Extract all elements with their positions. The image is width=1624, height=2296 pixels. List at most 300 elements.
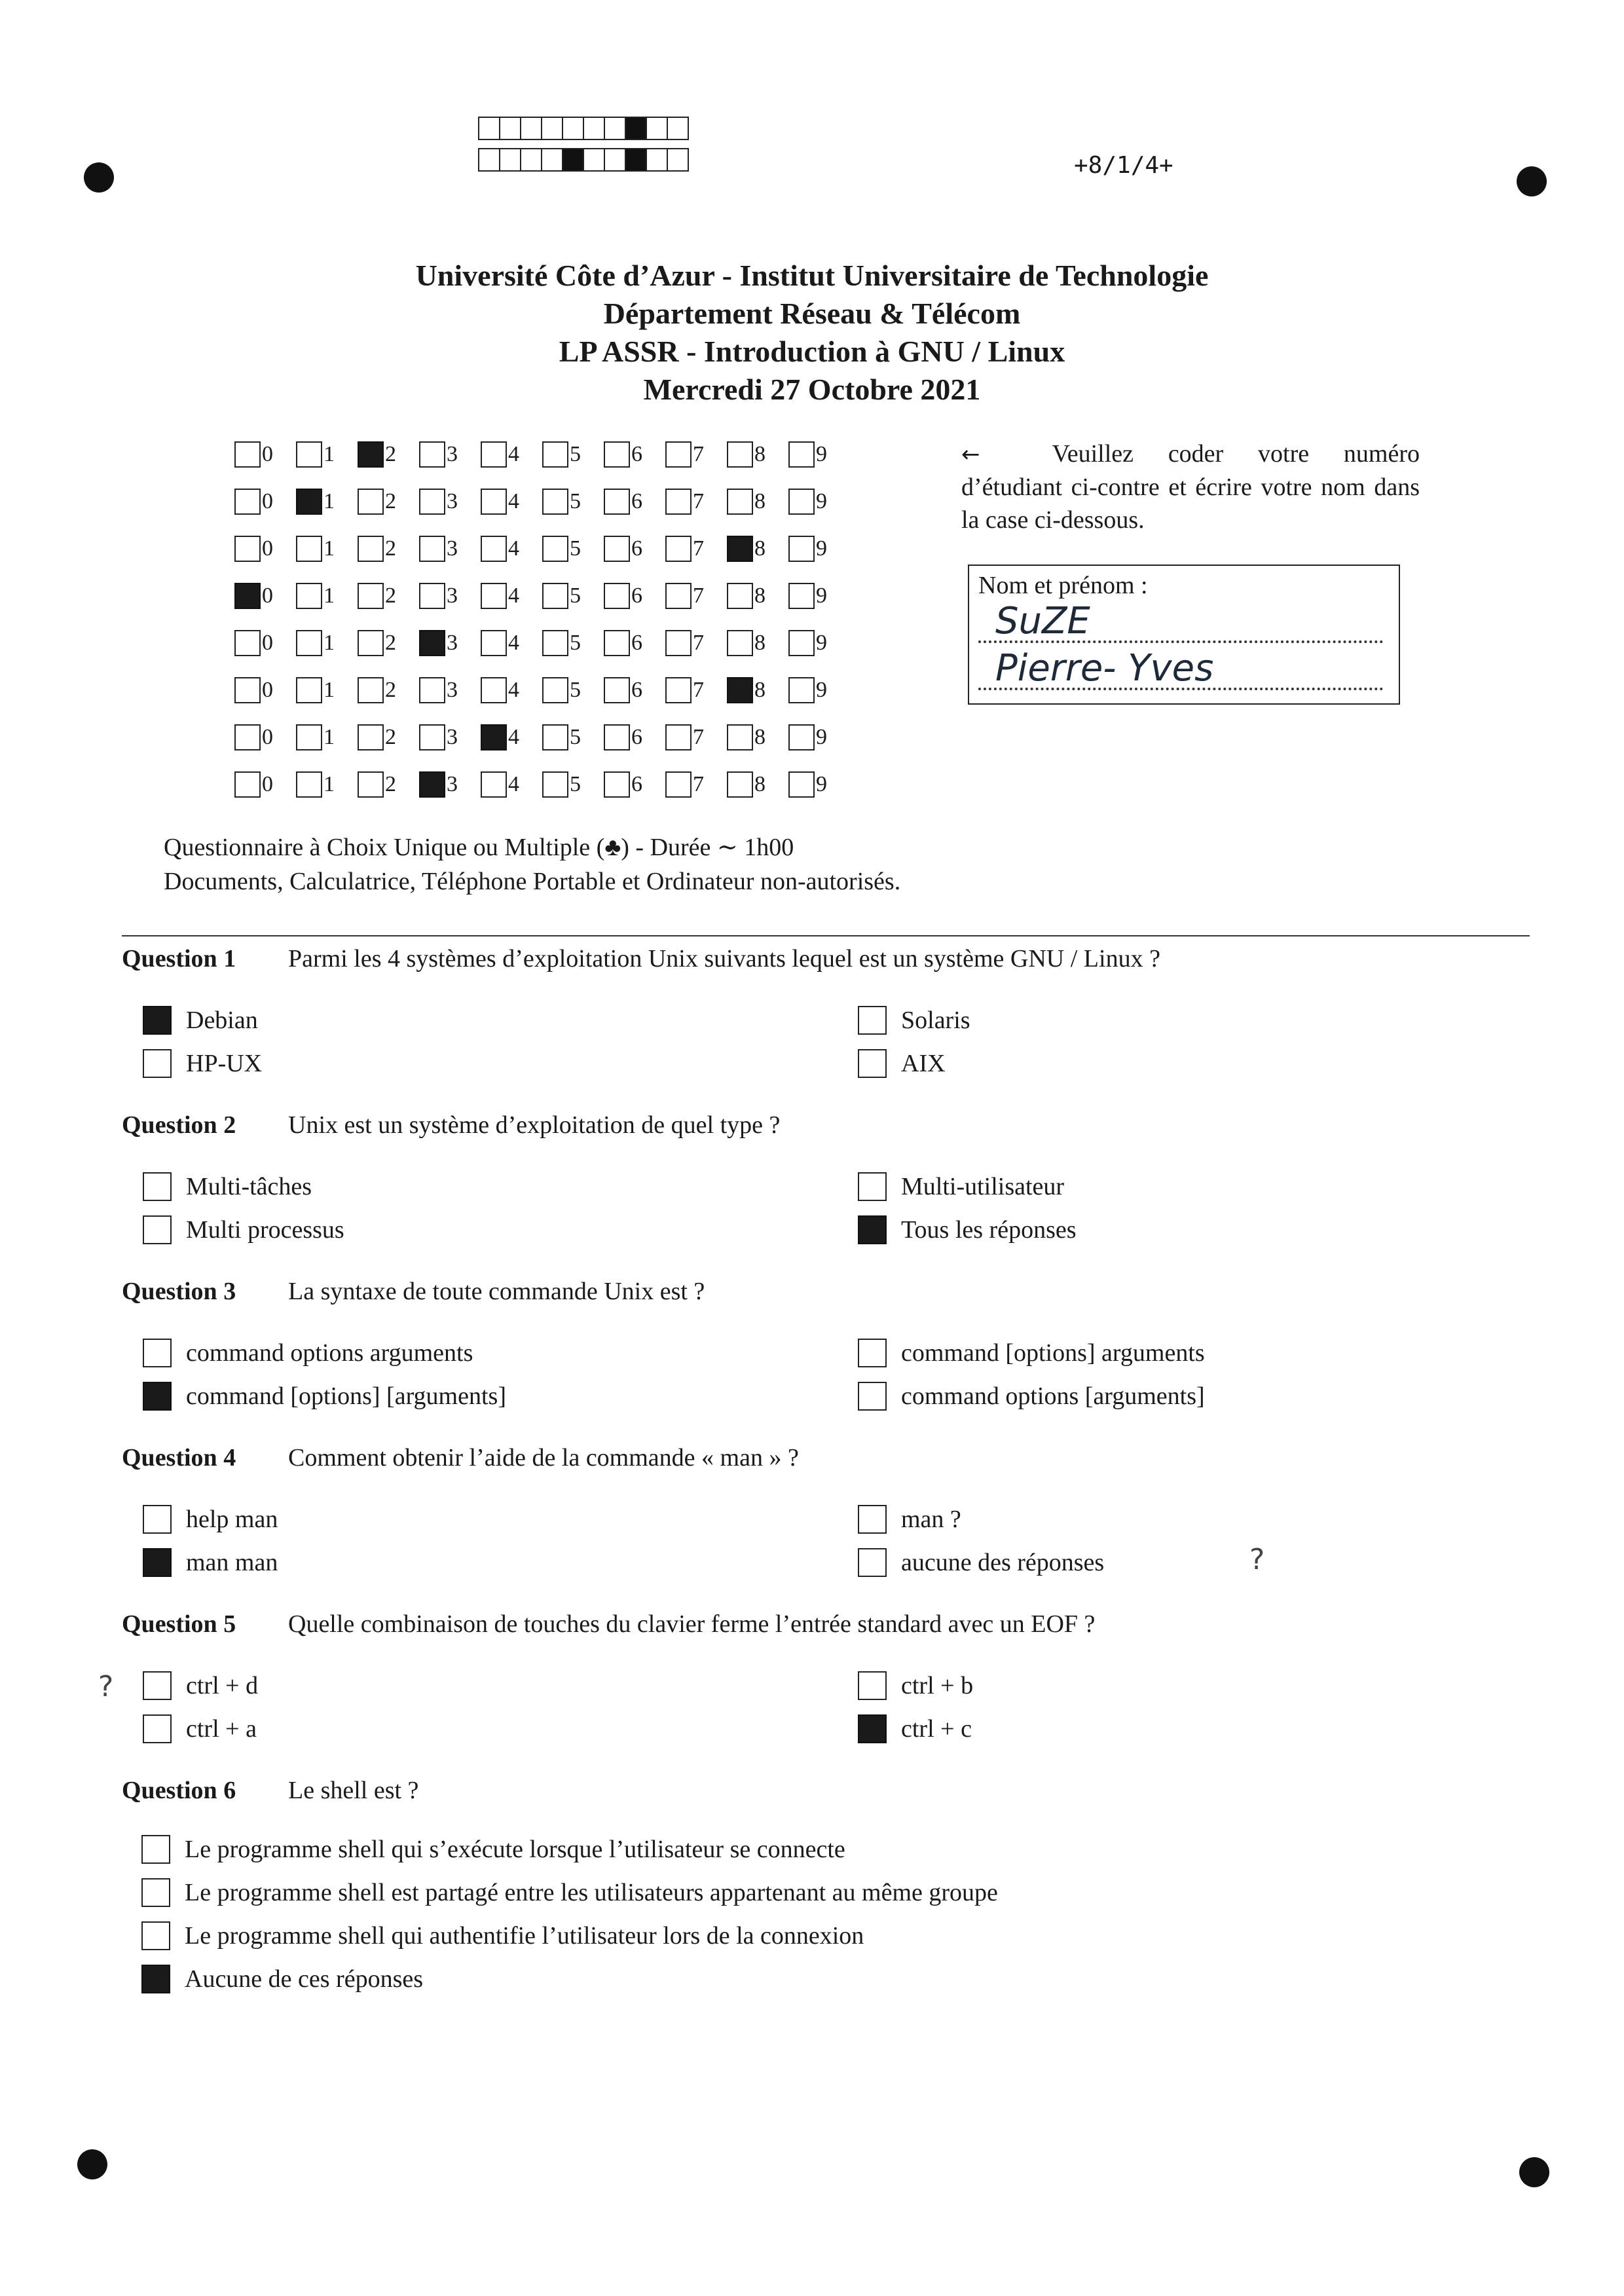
question-text: Unix est un système d’exploitation de quel type ?	[288, 1111, 781, 1139]
digit-checkbox[interactable]	[419, 536, 445, 562]
digit-checkbox[interactable]	[727, 536, 753, 562]
student-id-cell	[542, 536, 604, 562]
answer-checkbox[interactable]	[143, 1049, 172, 1078]
answer-checkbox[interactable]	[858, 1172, 887, 1201]
barcode-top-row	[478, 117, 688, 141]
answer-checkbox[interactable]	[858, 1714, 887, 1743]
digit-label: 8	[754, 678, 766, 702]
title-course: LP ASSR - Introduction à GNU / Linux	[559, 335, 1065, 368]
answer-option[interactable]	[141, 1835, 845, 1864]
digit-label: 2	[385, 631, 396, 655]
digit-label: 0	[262, 772, 273, 796]
answer-option[interactable]	[143, 1006, 258, 1035]
digit-label: 8	[754, 772, 766, 796]
digit-checkbox[interactable]	[234, 583, 261, 609]
question-heading	[122, 944, 1160, 973]
digit-label: 8	[754, 536, 766, 561]
digit-checkbox[interactable]	[542, 536, 568, 562]
student-id-row	[234, 431, 850, 478]
answer-checkbox[interactable]	[143, 1006, 172, 1035]
digit-checkbox[interactable]	[358, 441, 384, 468]
student-id-cell	[788, 771, 850, 798]
digit-label: 7	[693, 536, 704, 561]
student-id-cell	[665, 583, 727, 609]
answer-text: man man	[186, 1549, 278, 1576]
digit-checkbox[interactable]	[481, 771, 507, 798]
pencil-question-mark-q5: ?	[98, 1670, 114, 1703]
student-id-cell	[358, 724, 419, 750]
answer-text: command options arguments	[186, 1339, 473, 1367]
digit-checkbox[interactable]	[358, 677, 384, 703]
instructions-line-1: Questionnaire à Choix Unique ou Multiple (♣) - Durée ∼ 1h00	[164, 834, 794, 861]
student-id-grid	[234, 431, 850, 808]
student-id-cell	[234, 536, 296, 562]
digit-checkbox[interactable]	[604, 677, 630, 703]
answer-option[interactable]	[143, 1505, 278, 1534]
digit-checkbox[interactable]	[542, 583, 568, 609]
student-id-cell	[296, 489, 358, 515]
digit-label: 4	[508, 725, 519, 749]
digit-checkbox[interactable]	[542, 677, 568, 703]
title-department: Département Réseau & Télécom	[603, 297, 1021, 330]
answer-checkbox[interactable]	[143, 1714, 172, 1743]
student-id-cell	[419, 583, 481, 609]
answer-option[interactable]	[858, 1671, 973, 1700]
digit-checkbox[interactable]	[788, 583, 815, 609]
student-id-note: Veuillez coder votre numéro d’étudiant ci-contre et écrire votre nom dans la case ci-dessous.	[961, 440, 1420, 534]
name-box[interactable]	[968, 565, 1400, 705]
digit-label: 3	[447, 725, 458, 749]
digit-checkbox[interactable]	[604, 771, 630, 798]
digit-label: 6	[631, 678, 642, 702]
student-id-cell	[481, 724, 542, 750]
student-id-cell	[604, 677, 665, 703]
digit-label: 0	[262, 725, 273, 749]
digit-label: 6	[631, 772, 642, 796]
student-id-cell	[481, 677, 542, 703]
digit-checkbox[interactable]	[542, 441, 568, 468]
barcode-cell	[541, 148, 563, 172]
student-id-cell	[419, 677, 481, 703]
answer-checkbox[interactable]	[858, 1215, 887, 1244]
digit-label: 0	[262, 442, 273, 466]
digit-checkbox[interactable]	[481, 441, 507, 468]
instructions-line-2: Documents, Calculatrice, Téléphone Portable et Ordinateur non-autorisés.	[164, 868, 901, 895]
digit-checkbox[interactable]	[296, 724, 322, 750]
name-label: Nom et prénom :	[978, 572, 1148, 599]
digit-label: 3	[447, 442, 458, 466]
digit-label: 5	[570, 678, 581, 702]
digit-checkbox[interactable]	[481, 677, 507, 703]
answer-option[interactable]	[143, 1049, 262, 1078]
digit-label: 0	[262, 489, 273, 513]
answer-option[interactable]	[858, 1382, 1205, 1411]
digit-checkbox[interactable]	[234, 677, 261, 703]
digit-label: 1	[323, 772, 335, 796]
digit-label: 7	[693, 583, 704, 608]
student-id-cell	[665, 536, 727, 562]
digit-label: 7	[693, 489, 704, 513]
answer-checkbox[interactable]	[143, 1215, 172, 1244]
student-id-cell	[604, 489, 665, 515]
digit-checkbox[interactable]	[419, 441, 445, 468]
registration-mark-bottom-left	[77, 2149, 107, 2179]
answer-text: Solaris	[901, 1007, 970, 1034]
left-arrow-icon: ←	[961, 441, 980, 468]
digit-label: 3	[447, 631, 458, 655]
student-id-cell	[296, 724, 358, 750]
digit-checkbox[interactable]	[296, 441, 322, 468]
digit-label: 7	[693, 442, 704, 466]
digit-checkbox[interactable]	[788, 489, 815, 515]
answer-text: command [options] arguments	[901, 1339, 1205, 1367]
digit-checkbox[interactable]	[419, 724, 445, 750]
student-id-cell	[727, 583, 788, 609]
digit-label: 2	[385, 536, 396, 561]
digit-label: 9	[816, 772, 827, 796]
digit-label: 2	[385, 442, 396, 466]
digit-label: 1	[323, 489, 335, 513]
digit-checkbox[interactable]	[604, 489, 630, 515]
answer-text: command options [arguments]	[901, 1382, 1205, 1410]
student-id-row	[234, 620, 850, 667]
digit-checkbox[interactable]	[358, 489, 384, 515]
answer-option[interactable]	[858, 1215, 1077, 1244]
digit-label: 4	[508, 631, 519, 655]
answer-text: AIX	[901, 1050, 946, 1077]
digit-label: 1	[323, 442, 335, 466]
digit-checkbox[interactable]	[727, 583, 753, 609]
barcode-cell	[562, 148, 584, 172]
digit-checkbox[interactable]	[665, 536, 692, 562]
digit-checkbox[interactable]	[296, 630, 322, 656]
registration-mark-top-right	[1517, 166, 1547, 196]
student-id-cell	[358, 630, 419, 656]
answer-checkbox[interactable]	[143, 1339, 172, 1367]
digit-label: 5	[570, 631, 581, 655]
barcode-cell	[604, 148, 626, 172]
student-id-cell	[665, 677, 727, 703]
digit-checkbox[interactable]	[234, 630, 261, 656]
digit-checkbox[interactable]	[604, 630, 630, 656]
digit-label: 2	[385, 583, 396, 608]
student-id-cell	[727, 677, 788, 703]
digit-checkbox[interactable]	[727, 489, 753, 515]
digit-checkbox[interactable]	[358, 724, 384, 750]
digit-label: 4	[508, 489, 519, 513]
answer-checkbox[interactable]	[858, 1382, 887, 1411]
digit-label: 7	[693, 631, 704, 655]
digit-checkbox[interactable]	[665, 441, 692, 468]
student-id-cell	[358, 489, 419, 515]
question-label: Question 1	[122, 945, 236, 972]
student-id-cell	[296, 441, 358, 468]
answer-checkbox[interactable]	[858, 1049, 887, 1078]
digit-checkbox[interactable]	[727, 724, 753, 750]
digit-label: 2	[385, 678, 396, 702]
answer-checkbox[interactable]	[141, 1921, 170, 1950]
barcode-cell	[520, 148, 542, 172]
digit-checkbox[interactable]	[419, 583, 445, 609]
digit-checkbox[interactable]	[604, 536, 630, 562]
digit-label: 6	[631, 631, 642, 655]
question-heading	[122, 1776, 418, 1805]
barcode-cell	[478, 117, 500, 140]
digit-checkbox[interactable]	[604, 583, 630, 609]
digit-checkbox[interactable]	[788, 677, 815, 703]
student-id-cell	[665, 489, 727, 515]
digit-checkbox[interactable]	[665, 630, 692, 656]
answer-option[interactable]	[858, 1049, 946, 1078]
digit-label: 3	[447, 678, 458, 702]
student-id-cell	[788, 630, 850, 656]
digit-label: 7	[693, 772, 704, 796]
digit-checkbox[interactable]	[727, 441, 753, 468]
title-university: Université Côte d’Azur - Institut Universitaire de Technologie	[415, 259, 1209, 292]
answer-option[interactable]	[858, 1339, 1205, 1367]
digit-label: 0	[262, 631, 273, 655]
question-label: Question 2	[122, 1111, 236, 1139]
answer-option[interactable]	[141, 1965, 423, 1993]
barcode-cell	[583, 148, 605, 172]
digit-label: 8	[754, 631, 766, 655]
answer-option[interactable]	[858, 1548, 1104, 1577]
digit-checkbox[interactable]	[542, 771, 568, 798]
barcode-cell	[499, 117, 521, 140]
digit-checkbox[interactable]	[788, 771, 815, 798]
answer-checkbox[interactable]	[858, 1505, 887, 1534]
answer-checkbox[interactable]	[143, 1671, 172, 1700]
digit-checkbox[interactable]	[358, 630, 384, 656]
question-text: Comment obtenir l’aide de la commande « man » ?	[288, 1444, 799, 1472]
digit-label: 1	[323, 583, 335, 608]
question-heading	[122, 1111, 780, 1139]
barcode-cell	[583, 117, 605, 140]
answer-checkbox[interactable]	[141, 1878, 170, 1907]
answer-checkbox[interactable]	[143, 1548, 172, 1577]
question-label: Question 3	[122, 1278, 236, 1305]
digit-checkbox[interactable]	[234, 724, 261, 750]
student-id-cell	[481, 441, 542, 468]
digit-checkbox[interactable]	[358, 771, 384, 798]
digit-label: 3	[447, 772, 458, 796]
student-id-cell	[358, 441, 419, 468]
answer-option[interactable]	[143, 1172, 312, 1201]
answer-text: Multi-utilisateur	[901, 1173, 1065, 1200]
digit-checkbox[interactable]	[358, 583, 384, 609]
digit-checkbox[interactable]	[542, 489, 568, 515]
digit-checkbox[interactable]	[481, 536, 507, 562]
answer-text: HP-UX	[186, 1050, 263, 1077]
digit-label: 6	[631, 489, 642, 513]
digit-checkbox[interactable]	[234, 489, 261, 515]
digit-checkbox[interactable]	[727, 677, 753, 703]
student-id-cell	[419, 441, 481, 468]
digit-label: 1	[323, 725, 335, 749]
digit-label: 5	[570, 489, 581, 513]
answer-option[interactable]	[143, 1671, 258, 1700]
answer-option[interactable]	[858, 1505, 961, 1534]
answer-checkbox[interactable]	[143, 1382, 172, 1411]
digit-checkbox[interactable]	[665, 489, 692, 515]
digit-label: 8	[754, 725, 766, 749]
student-id-cell	[419, 489, 481, 515]
student-id-cell	[727, 441, 788, 468]
answer-checkbox[interactable]	[143, 1172, 172, 1201]
answer-option[interactable]	[143, 1215, 344, 1244]
student-id-cell	[542, 771, 604, 798]
digit-checkbox[interactable]	[234, 771, 261, 798]
student-id-cell	[604, 536, 665, 562]
question-heading	[122, 1610, 1095, 1639]
question-text: Le shell est ?	[288, 1777, 419, 1804]
digit-checkbox[interactable]	[419, 771, 445, 798]
divider	[122, 935, 1530, 936]
name-line-1	[978, 640, 1383, 643]
digit-checkbox[interactable]	[419, 489, 445, 515]
page-id: +8/1/4+	[1074, 152, 1173, 179]
student-id-cell	[604, 583, 665, 609]
digit-checkbox[interactable]	[358, 536, 384, 562]
digit-checkbox[interactable]	[604, 724, 630, 750]
digit-checkbox[interactable]	[419, 630, 445, 656]
answer-checkbox[interactable]	[858, 1671, 887, 1700]
answer-option[interactable]	[858, 1172, 1064, 1201]
answer-option[interactable]	[143, 1548, 278, 1577]
student-id-cell	[296, 630, 358, 656]
digit-checkbox[interactable]	[296, 771, 322, 798]
barcode-cell	[520, 117, 542, 140]
digit-label: 5	[570, 772, 581, 796]
student-id-cell	[665, 441, 727, 468]
digit-checkbox[interactable]	[296, 489, 322, 515]
digit-checkbox[interactable]	[665, 771, 692, 798]
student-id-cell	[358, 677, 419, 703]
digit-label: 8	[754, 583, 766, 608]
digit-checkbox[interactable]	[542, 724, 568, 750]
answer-option[interactable]	[141, 1878, 998, 1907]
digit-checkbox[interactable]	[296, 536, 322, 562]
answer-text: Multi-tâches	[186, 1173, 312, 1200]
student-id-cell	[419, 724, 481, 750]
answer-option[interactable]	[143, 1714, 257, 1743]
digit-checkbox[interactable]	[481, 630, 507, 656]
answer-checkbox[interactable]	[858, 1548, 887, 1577]
name-line-2	[978, 688, 1383, 690]
digit-label: 7	[693, 678, 704, 702]
digit-checkbox[interactable]	[481, 489, 507, 515]
digit-checkbox[interactable]	[727, 771, 753, 798]
answer-checkbox[interactable]	[858, 1006, 887, 1035]
digit-checkbox[interactable]	[665, 677, 692, 703]
barcode-cell	[562, 117, 584, 140]
digit-checkbox[interactable]	[665, 583, 692, 609]
barcode-cell	[646, 148, 668, 172]
digit-checkbox[interactable]	[481, 583, 507, 609]
student-id-cell	[727, 630, 788, 656]
digit-label: 0	[262, 678, 273, 702]
digit-label: 6	[631, 583, 642, 608]
answer-text: Le programme shell qui authentifie l’utilisateur lors de la connexion	[185, 1922, 864, 1950]
handwritten-last-name: SuZE	[995, 600, 1090, 642]
digit-label: 4	[508, 536, 519, 561]
answer-text: Debian	[186, 1007, 258, 1034]
digit-label: 9	[816, 536, 827, 561]
student-id-cell	[234, 677, 296, 703]
digit-checkbox[interactable]	[788, 536, 815, 562]
digit-checkbox[interactable]	[665, 724, 692, 750]
student-id-cell	[604, 441, 665, 468]
student-id-cell	[481, 583, 542, 609]
student-id-cell	[234, 771, 296, 798]
digit-checkbox[interactable]	[788, 724, 815, 750]
barcode-cell	[667, 148, 689, 172]
digit-checkbox[interactable]	[604, 441, 630, 468]
student-id-cell	[481, 489, 542, 515]
digit-checkbox[interactable]	[481, 724, 507, 750]
digit-checkbox[interactable]	[234, 536, 261, 562]
question-label: Question 5	[122, 1610, 236, 1638]
student-id-cell	[234, 583, 296, 609]
digit-checkbox[interactable]	[296, 583, 322, 609]
answer-checkbox[interactable]	[141, 1835, 170, 1864]
student-id-cell	[727, 489, 788, 515]
digit-label: 3	[447, 583, 458, 608]
question-heading	[122, 1277, 705, 1306]
student-id-cell	[604, 630, 665, 656]
digit-checkbox[interactable]	[788, 630, 815, 656]
answer-option[interactable]	[143, 1382, 506, 1411]
exam-instructions	[164, 830, 900, 898]
question-heading	[122, 1443, 799, 1472]
handwritten-first-name: Pierre- Yves	[995, 647, 1214, 690]
student-id-cell	[358, 583, 419, 609]
student-id-row	[234, 761, 850, 808]
digit-label: 9	[816, 631, 827, 655]
answer-option[interactable]	[858, 1714, 972, 1743]
student-id-cell	[419, 536, 481, 562]
answer-checkbox[interactable]	[143, 1505, 172, 1534]
barcode-cell	[478, 148, 500, 172]
answer-checkbox[interactable]	[858, 1339, 887, 1367]
digit-label: 6	[631, 536, 642, 561]
student-id-cell	[665, 724, 727, 750]
answer-text: command [options] [arguments]	[186, 1382, 506, 1410]
digit-checkbox[interactable]	[727, 630, 753, 656]
answer-option[interactable]	[858, 1006, 970, 1035]
digit-label: 5	[570, 536, 581, 561]
digit-label: 8	[754, 442, 766, 466]
pencil-question-mark-q4: ?	[1249, 1543, 1265, 1576]
digit-label: 6	[631, 725, 642, 749]
answer-checkbox[interactable]	[141, 1965, 170, 1993]
digit-checkbox[interactable]	[542, 630, 568, 656]
answer-option[interactable]	[141, 1921, 864, 1950]
digit-checkbox[interactable]	[788, 441, 815, 468]
digit-label: 5	[570, 442, 581, 466]
digit-checkbox[interactable]	[419, 677, 445, 703]
student-id-row	[234, 525, 850, 572]
digit-checkbox[interactable]	[234, 441, 261, 468]
digit-label: 2	[385, 772, 396, 796]
question-label: Question 4	[122, 1444, 236, 1472]
answer-option[interactable]	[143, 1339, 473, 1367]
digit-label: 1	[323, 631, 335, 655]
digit-checkbox[interactable]	[296, 677, 322, 703]
student-id-cell	[481, 630, 542, 656]
digit-label: 9	[816, 678, 827, 702]
answer-text: ctrl + d	[186, 1672, 259, 1699]
